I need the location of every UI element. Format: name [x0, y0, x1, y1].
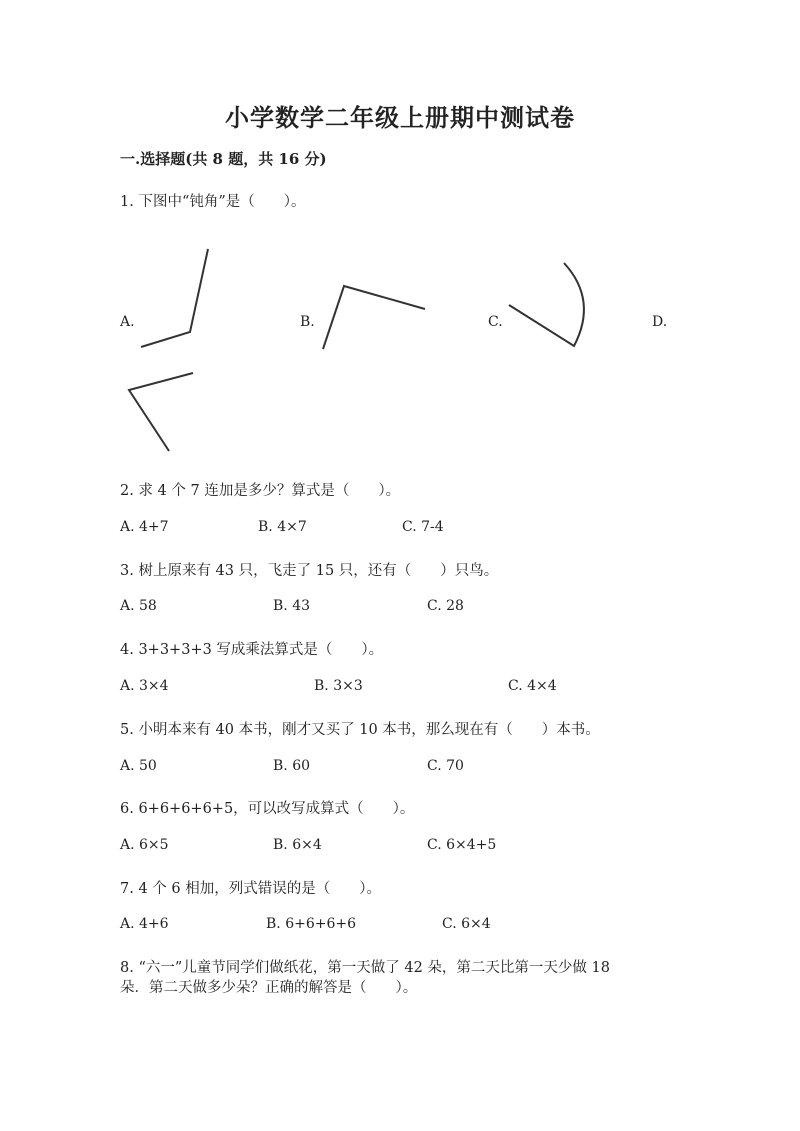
q3-option-c[interactable]: C. 28 — [427, 598, 464, 614]
q2-option-b[interactable]: B. 4×7 — [258, 519, 307, 535]
q7-option-a[interactable]: A. 4+6 — [120, 916, 169, 932]
q3-option-b[interactable]: B. 43 — [273, 598, 311, 614]
q4-option-a[interactable]: A. 3×4 — [120, 678, 169, 694]
q1-option-d[interactable]: D. — [652, 314, 668, 330]
question-6: 6. 6+6+6+6+5，可以改写成算式（ ）。 — [120, 801, 415, 817]
q4-option-b[interactable]: B. 3×3 — [314, 678, 363, 694]
angle-figures — [0, 0, 800, 470]
question-3: 3. 树上原来有 43 只，飞走了 15 只，还有（ ）只鸟。 — [120, 563, 499, 579]
q3-option-a[interactable]: A. 58 — [120, 598, 157, 614]
question-4: 4. 3+3+3+3 写成乘法算式是（ ）。 — [120, 642, 384, 658]
page-title: 小学数学二年级上册期中测试卷 — [225, 103, 575, 132]
q2-option-a[interactable]: A. 4+7 — [120, 519, 169, 535]
q1-option-a[interactable]: A. — [120, 314, 135, 330]
question-1: 1. 下图中“钝角”是（ ）。 — [120, 194, 306, 210]
question-7: 7. 4 个 6 相加，列式错误的是（ ）。 — [120, 881, 381, 897]
q1-option-c[interactable]: C. — [488, 314, 503, 330]
q7-option-b[interactable]: B. 6+6+6+6 — [266, 916, 357, 932]
q5-option-a[interactable]: A. 50 — [120, 758, 157, 774]
q5-option-c[interactable]: C. 70 — [427, 758, 464, 774]
q6-option-a[interactable]: A. 6×5 — [120, 837, 169, 853]
q2-option-c[interactable]: C. 7-4 — [402, 519, 444, 535]
q6-option-b[interactable]: B. 6×4 — [273, 837, 322, 853]
angle-figure-d — [129, 373, 193, 451]
question-5: 5. 小明本来有 40 本书，刚才又买了 10 本书，那么现在有（ ）本书。 — [120, 722, 600, 738]
angle-figure-b — [323, 286, 425, 349]
angle-figure-a — [141, 249, 208, 347]
q7-option-c[interactable]: C. 6×4 — [442, 916, 491, 932]
question-2: 2. 求 4 个 7 连加是多少？算式是（ ）。 — [120, 483, 401, 499]
q6-option-c[interactable]: C. 6×4+5 — [427, 837, 497, 853]
q5-option-b[interactable]: B. 60 — [273, 758, 311, 774]
question-8-continued: 朵．第二天做多少朵？正确的解答是（ ）。 — [120, 980, 418, 996]
section-heading: 一.选择题(共 8 题，共 16 分) — [120, 150, 327, 168]
q4-option-c[interactable]: C. 4×4 — [508, 678, 557, 694]
angle-figure-c — [509, 263, 584, 346]
q1-option-b[interactable]: B. — [300, 314, 315, 330]
question-8: 8. “六一”儿童节同学们做纸花，第一天做了 42 朵，第二天比第一天少做 18 — [120, 960, 610, 976]
